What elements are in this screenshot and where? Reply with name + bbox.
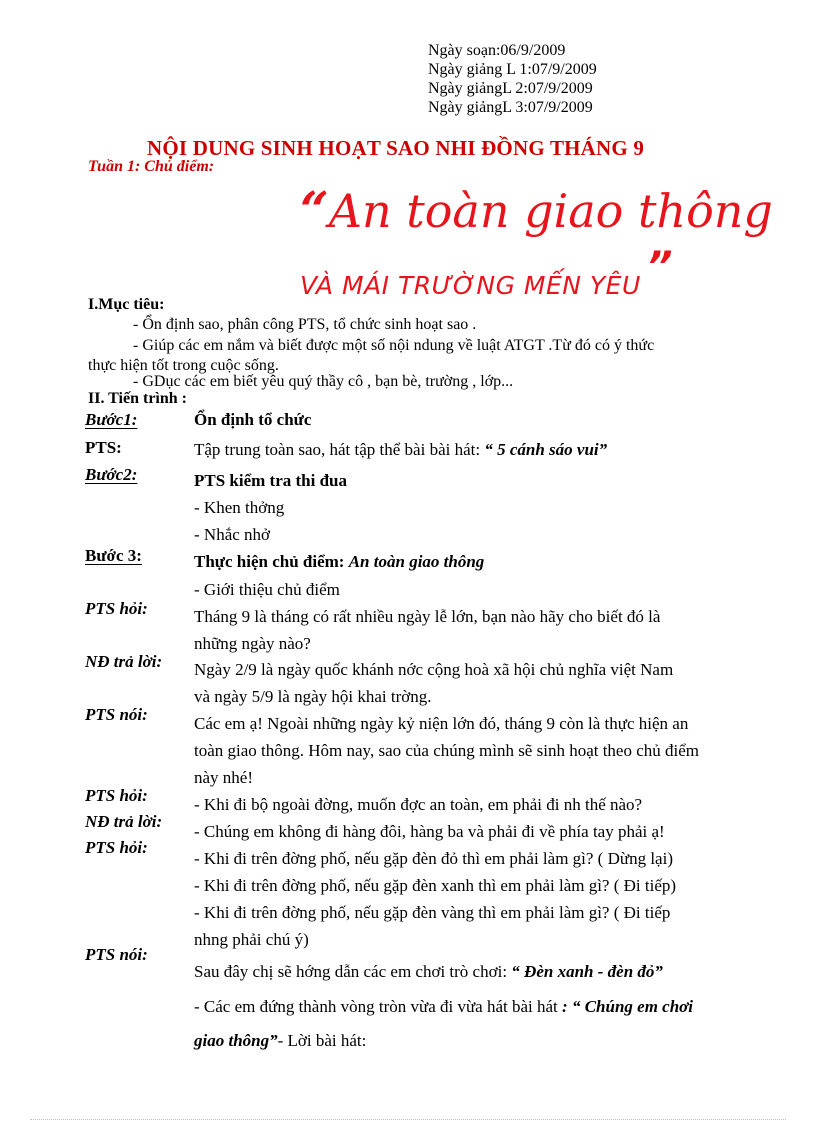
date-prepared: Ngày soạn:06/9/2009 [428,42,566,59]
speech-1c: này nhé! [194,768,254,787]
date-class-1: Ngày giảng L 1:07/9/2009 [428,61,597,78]
question-1a: Tháng 9 là tháng có rất nhiều ngày lễ lớn, bạn nào hãy cho biết đó là [194,607,661,626]
answer-2: - Chúng em không đi hàng đôi, hàng ba và phải đi về phía tay phải ạ! [194,822,665,841]
song-intro-text: - Các em đứng thành vòng tròn vừa đi vừa hát bài hát [194,997,563,1016]
objective-3: - GDục các em biết yêu quý thầy cô , bạn bè, trường , lớp... [133,373,514,390]
gather-line [194,440,607,460]
theme-line-1-text: An toàn giao thông [328,184,773,238]
week-label: Tuần 1: Chủ điểm: [88,158,215,175]
question-red-light: - Khi đi trên đờng phố, nếu gặp đèn đỏ thì em phải làm gì? ( Dừng lại) [194,849,673,868]
nd-answer-label-1: NĐ trả lời: [85,652,163,671]
section-1-heading: I.Mục tiêu: [88,296,165,313]
song-intro-b [194,1031,366,1051]
game-intro [194,962,663,982]
pts-ask-label-3: PTS hỏi: [85,838,148,857]
answer-1b: và ngày 5/9 là ngày hội khai trờng. [194,687,432,706]
speech-1a: Các em ạ! Ngoài những ngày kỷ niện lớn đó, tháng 9 còn là thực hiện an [194,714,689,733]
step-3-title-text: Thực hiện chủ điểm: [194,552,349,571]
document-title: NỘI DUNG SINH HOẠT SAO NHI ĐỒNG THÁNG 9 [147,136,645,160]
game-intro-text: Sau đây chị sẽ hớng dẫn các em chơi trò chơi: [194,962,512,981]
objective-2a: - Giúp các em nắm và biết được một số nội ndung về luật ATGT .Từ đó có ý thức [133,337,655,354]
gather-text: Tập trung toàn sao, hát tập thể bài bài hát: [194,440,485,459]
song-name-1: “ 5 cánh sáo vui” [484,440,608,459]
step-1-label: Bước1: [85,410,138,429]
praise-item: - Khen thởng [194,498,285,517]
speech-1b: toàn giao thông. Hôm nay, sao của chúng mình sẽ sinh hoạt theo chủ điểm [194,741,700,760]
question-yellow-light-a: - Khi đi trên đờng phố, nếu gặp đèn vàng thì em phải làm gì? ( Đi tiếp [194,903,671,922]
song-intro-a [194,997,693,1017]
pts-label: PTS: [85,438,122,457]
lyrics-label: - Lời bài hát: [277,1031,367,1050]
step-3-title [194,552,484,572]
date-class-3: Ngày giảngL 3:07/9/2009 [428,99,593,116]
remind-item: - Nhắc nhở [194,525,271,544]
step-3-theme: An toàn giao thông [348,552,485,571]
page-footer-divider [30,1119,786,1120]
objective-2b: thực hiện tốt trong cuộc sống. [88,357,279,374]
step-3-label: Bước 3: [85,546,142,565]
game-name: “ Đèn xanh - đèn đỏ” [511,962,663,981]
question-green-light: - Khi đi trên đờng phố, nếu gặp đèn xanh thì em phải làm gì? ( Đi tiếp) [194,876,677,895]
question-2: - Khi đi bộ ngoài đờng, muốn đợc an toàn, em phải đi nh thế nào? [194,795,643,814]
theme-line-2-text: VÀ MÁI TRƯỜNG MẾN YÊU [300,271,641,300]
step-1-title: Ổn định tổ chức [194,410,312,429]
lesson-dates [428,41,597,117]
step-2-title: PTS kiểm tra thi đua [194,471,348,490]
nd-answer-label-2: NĐ trả lời: [85,812,163,831]
section-2-heading: II. Tiến trình : [88,390,187,407]
pts-ask-label-1: PTS hỏi: [85,599,148,618]
step-2-label: Bước2: [85,465,138,484]
theme-close-quote: ” [646,244,674,290]
theme-line-2 [300,244,674,304]
pts-say-label-2: PTS nói: [85,945,148,964]
answer-1a: Ngày 2/9 là ngày quốc khánh nớc cộng hoà xã hội chủ nghĩa việt Nam [194,660,674,679]
question-yellow-light-b: nhng phải chú ý) [194,930,309,949]
pts-say-label-1: PTS nói: [85,705,148,724]
song-name-2a: : “ Chúng em chơi [562,997,694,1016]
theme-open-quote: “ [300,180,329,239]
date-class-2: Ngày giảngL 2:07/9/2009 [428,80,593,97]
pts-ask-label-2: PTS hỏi: [85,786,148,805]
objective-1: - Ổn định sao, phân công PTS, tổ chức sinh hoạt sao . [133,316,477,333]
question-1b: những ngày nào? [194,634,311,653]
song-name-2b: giao thông” [194,1031,278,1050]
theme-line-1 [300,180,773,239]
intro-theme: - Giới thiệu chủ điểm [194,580,340,599]
